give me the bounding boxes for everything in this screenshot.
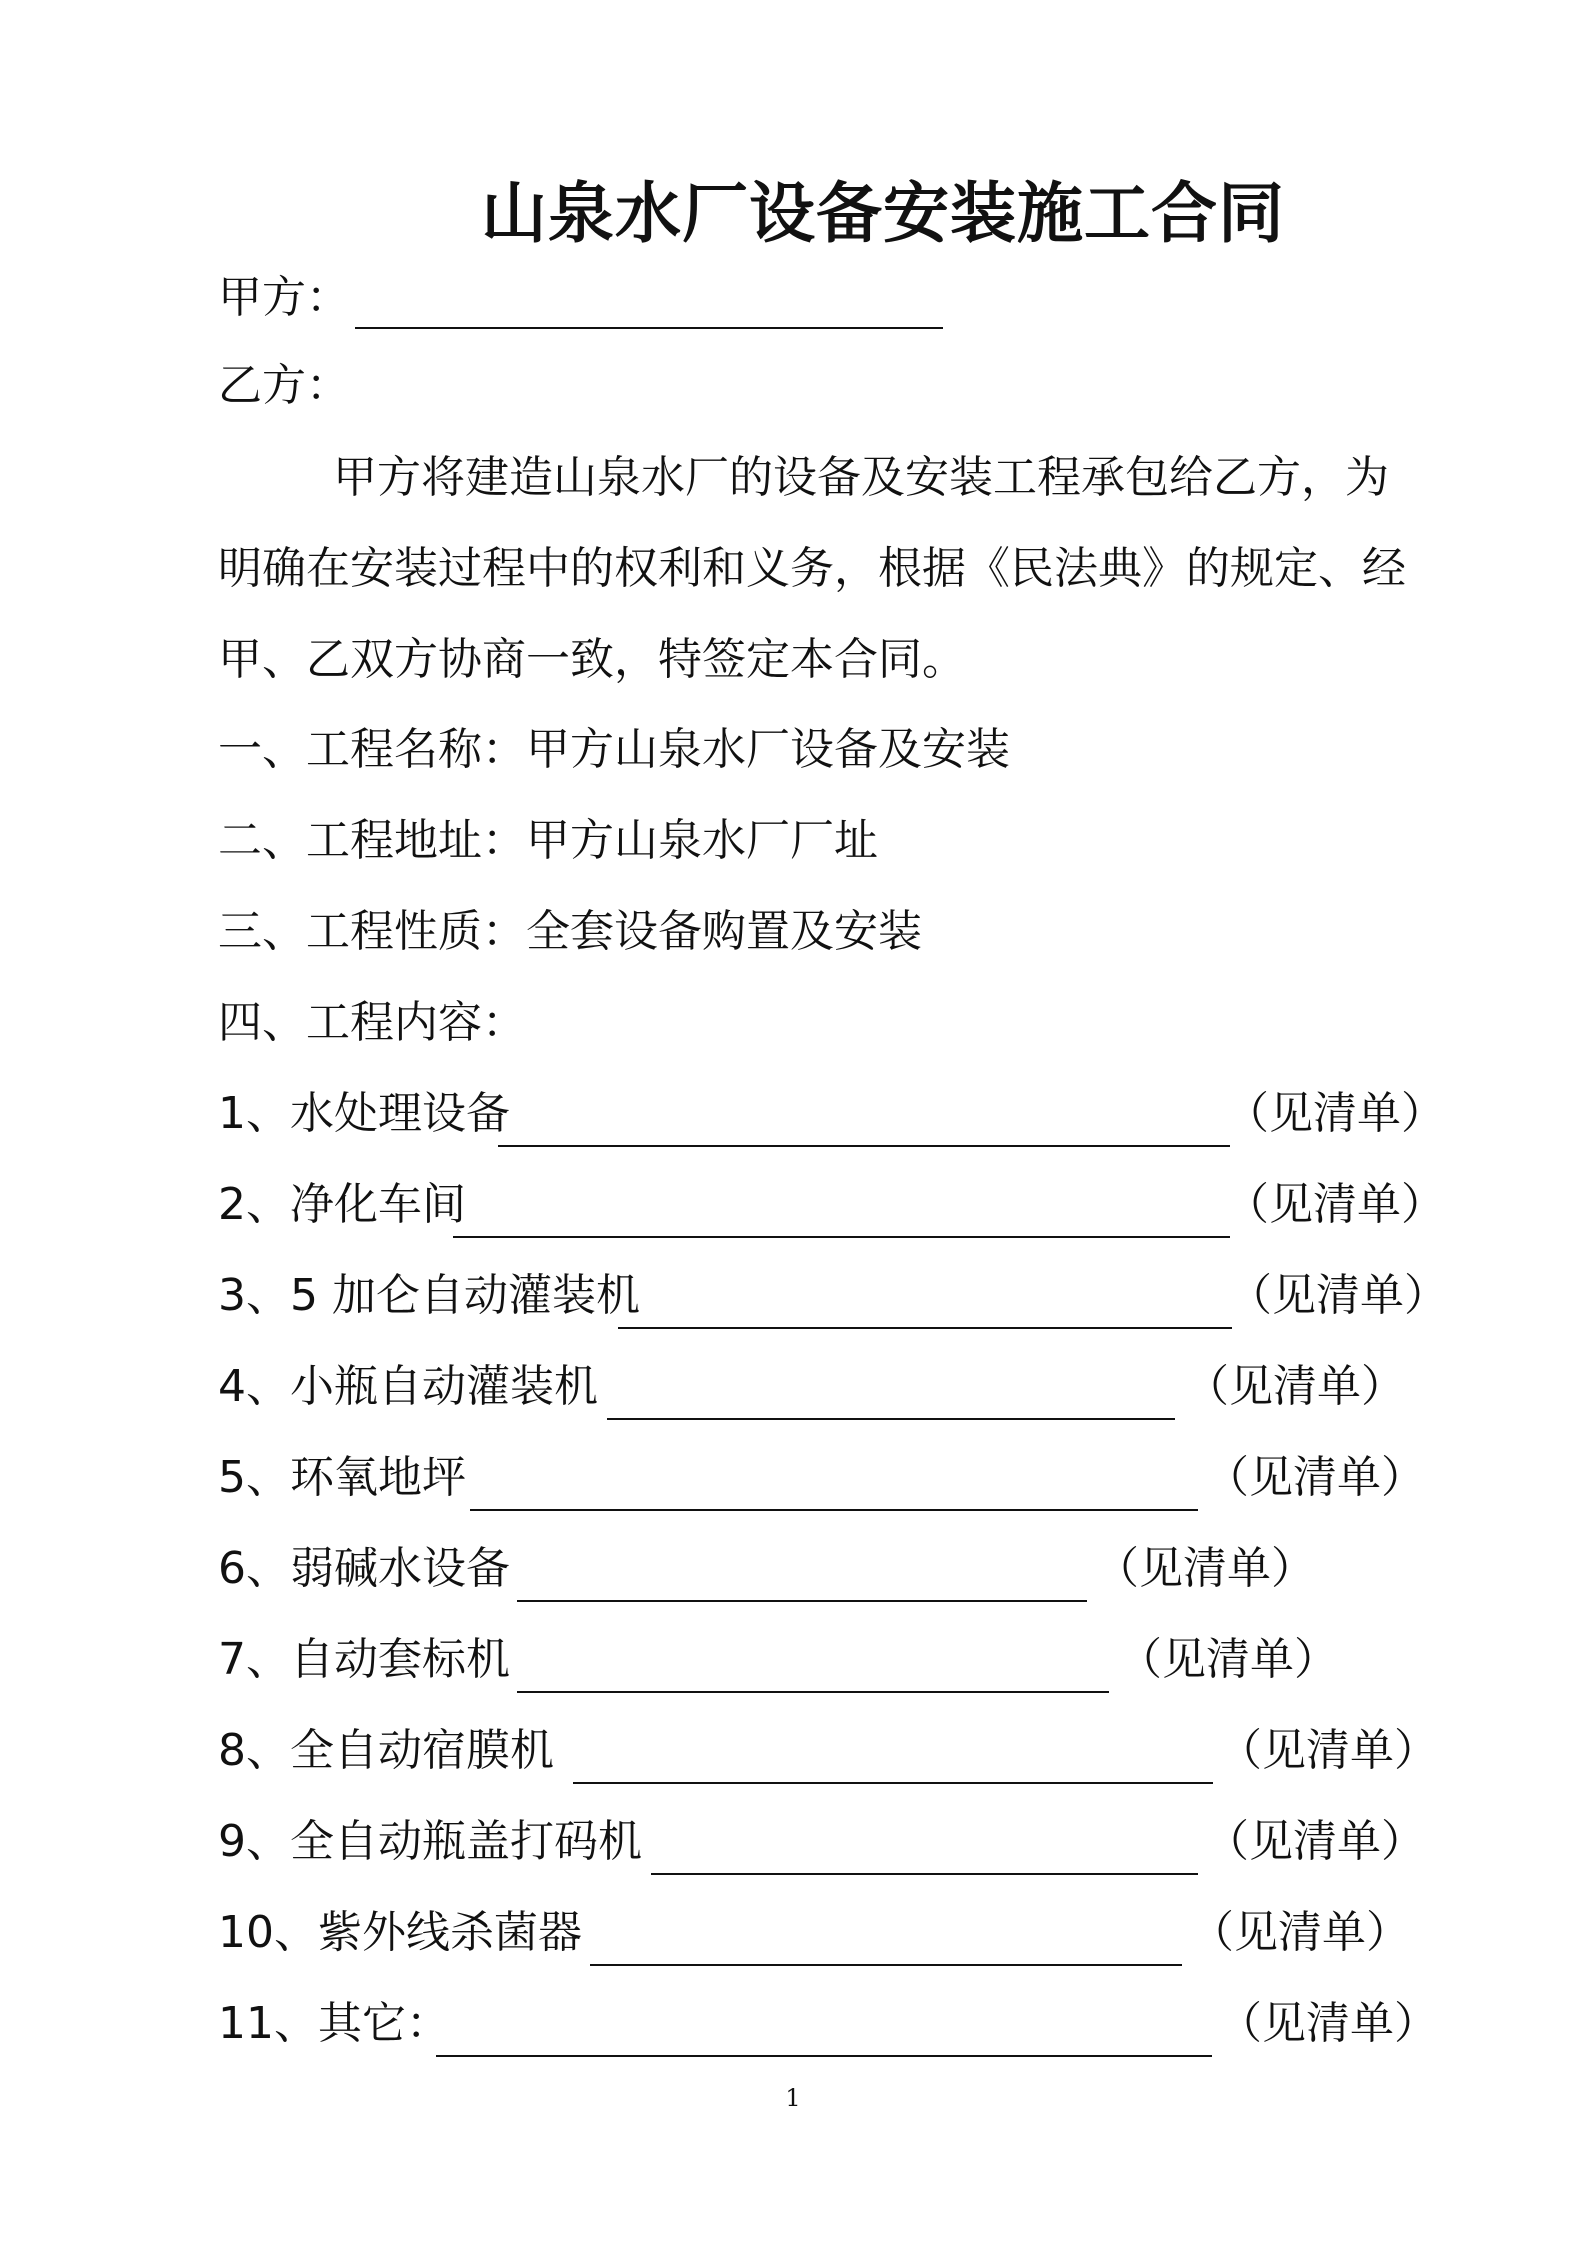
list-item: 11、其它： (218, 1998, 450, 2049)
section-project-address: 二、工程地址：甲方山泉水厂厂址 (218, 815, 878, 866)
item-blank[interactable] (498, 1145, 1230, 1147)
item-note: （见清单） (1190, 1907, 1410, 1958)
item-note: （见清单） (1095, 1543, 1315, 1594)
list-item: 8、全自动宿膜机 (218, 1725, 554, 1776)
item-note: （见清单） (1228, 1270, 1448, 1321)
item-blank[interactable] (517, 1691, 1109, 1693)
list-item: 7、自动套标机 (218, 1634, 510, 1685)
party-a-label: 甲方： (218, 272, 350, 323)
item-note: （见清单） (1185, 1361, 1405, 1412)
item-blank[interactable] (453, 1236, 1230, 1238)
page-number: 1 (785, 2084, 801, 2112)
list-item: 1、水处理设备 (218, 1088, 510, 1139)
preamble-paragraph: 甲方将建造山泉水厂的设备及安装工程承包给乙方，为明确在安装过程中的权利和义务，根据《民法典》的规定、经甲、乙双方协商一致，特签定本合同。 (218, 452, 1406, 685)
item-blank[interactable] (618, 1327, 1232, 1329)
list-item: 4、小瓶自动灌装机 (218, 1361, 598, 1412)
item-note: （见清单） (1118, 1634, 1338, 1685)
item-blank[interactable] (517, 1600, 1087, 1602)
item-blank[interactable] (651, 1873, 1198, 1875)
item-blank[interactable] (573, 1782, 1213, 1784)
section-project-content: 四、工程内容： (218, 997, 526, 1048)
document-title: 山泉水厂设备安装施工合同 (481, 175, 1285, 252)
list-item: 3、5 加仑自动灌装机 (218, 1270, 640, 1321)
item-blank[interactable] (590, 1964, 1182, 1966)
list-item: 2、净化车间 (218, 1179, 466, 1230)
list-item: 6、弱碱水设备 (218, 1543, 510, 1594)
item-note: （见清单） (1218, 1725, 1438, 1776)
list-item: 9、全自动瓶盖打码机 (218, 1816, 642, 1867)
party-a-blank[interactable] (355, 327, 943, 329)
item-note: （见清单） (1225, 1179, 1445, 1230)
list-item: 5、环氧地坪 (218, 1452, 466, 1503)
party-b-label: 乙方： (218, 360, 350, 411)
item-blank[interactable] (470, 1509, 1198, 1511)
item-note: （见清单） (1225, 1088, 1445, 1139)
item-note: （见清单） (1205, 1452, 1425, 1503)
section-project-name: 一、工程名称：甲方山泉水厂设备及安装 (218, 724, 1010, 775)
item-blank[interactable] (436, 2055, 1212, 2057)
section-project-nature: 三、工程性质：全套设备购置及安装 (218, 906, 922, 957)
list-item: 10、紫外线杀菌器 (218, 1907, 582, 1958)
item-note: （见清单） (1205, 1816, 1425, 1867)
item-blank[interactable] (607, 1418, 1175, 1420)
item-note: （见清单） (1218, 1998, 1438, 2049)
